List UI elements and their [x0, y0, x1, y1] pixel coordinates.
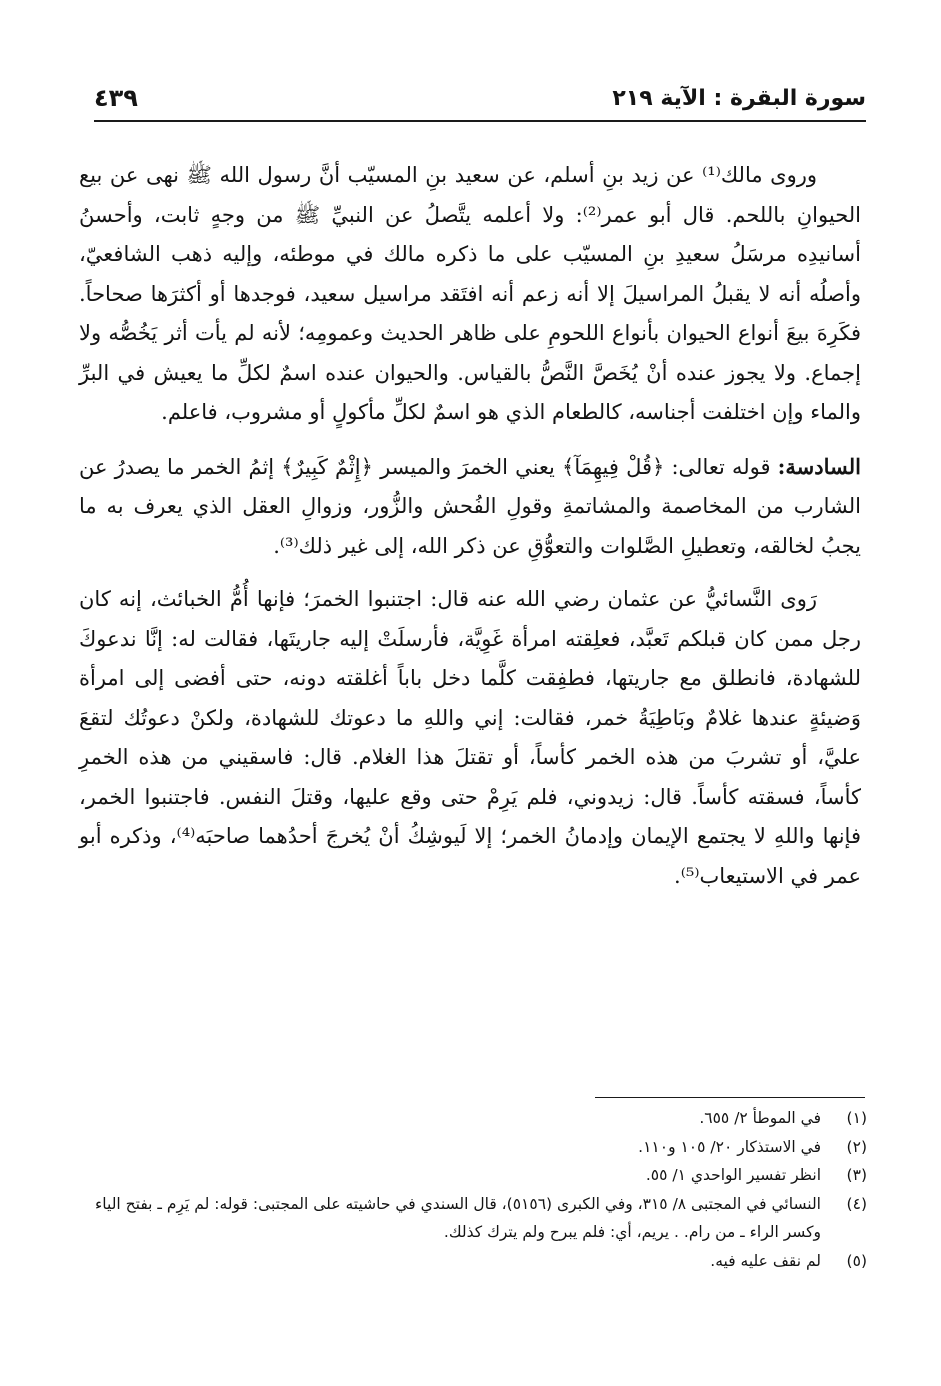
footnote-number: (٢): [846, 1137, 867, 1156]
page-number: ٤٣٩: [94, 84, 138, 112]
paragraph-sixth-point-text: قوله تعالى: ﴿قُلْ فِيهِمَآ﴾ يعني الخمرَ والميسر ﴿إِثْمٌ كَبِيرٌ﴾ إثمُ الخمر ما يصدرُ عن الشارب من المخاصمة والمشاتمةِ وقولِ الفُحش والزُّور، وزوالِ العقل الذي يعرف به ما يجبُ لخالقه، وتعطيلِ الصَّلوات والتعوُّقِ عن ذكر الله، إلى غير ذلك⁽³⁾.: [79, 454, 861, 558]
footnote-number: (٥): [846, 1251, 867, 1270]
footnote-text: انظر تفسير الواحدي ١/ ٥٥.: [645, 1166, 821, 1184]
footnote-4: [75, 1190, 867, 1247]
footnote-5: [75, 1247, 867, 1276]
footnote-separator: [595, 1097, 865, 1098]
footnote-text: لم نقف عليه فيه.: [710, 1251, 821, 1270]
footnote-3: [75, 1161, 867, 1190]
footnote-number: (٤): [846, 1194, 867, 1213]
footnote-number: (١): [846, 1109, 867, 1127]
footnote-text: النسائي في المجتبى ٨/ ٣١٥، وفي الكبرى (٥١٥٦)، قال السندي في حاشيته على المجتبى: قوله: لم يَرِم ـ بفتح الياء وكسر الراء ـ من رام. . يريم، أي: فلم يبرح ولم يترك كذلك.: [95, 1194, 821, 1241]
running-header: [94, 72, 866, 122]
main-text: [79, 156, 861, 896]
footnotes: [75, 1104, 867, 1275]
paragraph-nasai-hadith: رَوى النَّسائيُّ عن عثمان رضي الله عنه قال: اجتنبوا الخمرَ؛ فإنها أُمُّ الخبائث، إنه كان رجل ممن كان قبلكم تَعبَّد، فعلِقته امرأة غَوِيَّة، فأرسلَتْ إليه جاريتَها، فقالت له: إنَّا ندعوكَ للشهادة، فانطلق مع جاريتها، فطفِقت كلَّما دخل باباً أغلقته دونه، حتى أفضى إلى امرأة وَضيئةٍ عندها غلامٌ وبَاطِيَةُ خمر، فقالت: إني واللهِ ما دعوتك للشهادة، ولكنْ دعوتُك لتقعَ عليَّ، أو تشربَ من هذه الخمر كأساً، أو تقتلَ هذا الغلام. قال: فاسقيني من هذه الخمرِ كأساً، فسقته كأساً. قال: زيدوني، فلم يَرِمْ حتى وقع عليها، وقتلَ النفس. فاجتنبوا الخمر، فإنها واللهِ لا يجتمع الإيمان وإدمانُ الخمر؛ إلا لَيوشِكُ أنْ يُخرجَ أحدُهما صاحبَه⁽⁴⁾، وذكره أبو عمر في الاستيعاب⁽⁵⁾.: [79, 587, 861, 888]
section-lead-word: السادسة:: [777, 453, 861, 479]
footnote-number: (٣): [846, 1166, 867, 1184]
footnote-text: في الاستذكار ٢٠/ ١٠٥ و١١٠.: [638, 1137, 821, 1156]
paragraph-malik-hadith: وروى مالك⁽¹⁾ عن زيد بنِ أسلم، عن سعيد بنِ المسيّب أنَّ رسول الله ﷺ نهى عن بيع الحيوانِ باللحم. قال أبو عمر⁽²⁾: ولا أعلمه يتَّصلُ عن النبيِّ ﷺ من وجهٍ ثابت، وأحسنُ أسانيدِه مرسَلُ سعيدِ بنِ المسيّب على ما ذكره مالك في موطئه، وإليه ذهب الشافعيّ، وأصلُه أنه لا يقبلُ المراسيلَ إلا أنه زعم أنه افتَقد مراسيل سعيد، فوجدها أو أكثرَها صحاحاً. فكَرِهَ بيعَ أنواع الحيوان بأنواع اللحومِ على ظاهر الحديث وعمومِه؛ لأنه لم يأت أثر يَخُصُّه ولا إجماع. ولا يجوز عنده أنْ يُخَصَّ النَّصُّ بالقياس. والحيوان عنده اسمٌ لكلِّ ما يعيش في البرِّ والماء وإن اختلفت أجناسه، كالطعام الذي هو اسمٌ لكلِّ مأكولٍ أو مشروب، فاعلم.: [79, 163, 861, 424]
footnote-1: [75, 1104, 867, 1133]
footnote-2: [75, 1133, 867, 1162]
surah-title: سورة البقرة : الآية ٢١٩: [612, 86, 866, 111]
footnote-text: في الموطأ ٢/ ٦٥٥.: [699, 1109, 821, 1127]
paragraph-sixth-point: [79, 447, 861, 567]
